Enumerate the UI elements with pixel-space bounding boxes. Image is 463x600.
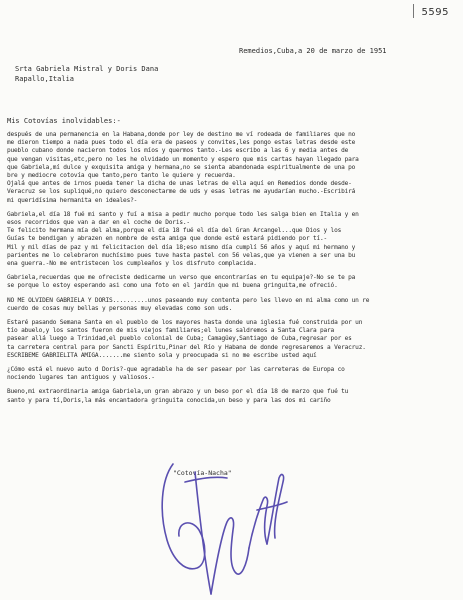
addressee-name: Srta Gabriela Mistral y Doris Dana xyxy=(15,65,159,73)
body-line: Te felicito hermana mía del alma,porque el día 18 fué el día del Gran Arcangel...que Dios y los xyxy=(7,227,342,235)
body-line: Ojalá que antes de irnos pueda tener la dicha de unas letras de ella aquí en Remedios donde desde- xyxy=(7,180,352,188)
body-line: Veracruz se los supliqué,no quiero desconectarme de uds y esas letras me ayudarían mucho.-Escribirá xyxy=(7,188,356,196)
letter-body xyxy=(7,131,459,405)
body-line: ESCRIBEME GABRIELITA AMIGA.......me siento sola y preocupada si no me escribe usted aquí xyxy=(7,351,317,359)
body-line: que Gabriela,mí dulce y exquisita amiga y hermana,no se sienta abandonada espiritualmente de una po xyxy=(7,163,356,171)
body-line: ¿Cómo está el nuevo auto d Doris?-que agradable ha de ser pasear por las carreteras de Europa co xyxy=(7,366,345,374)
closing-signature-typed: "Cotovía-Nacha" xyxy=(173,469,232,477)
body-line: Gabriela,recuerdas que me ofreciste dedicarme un verso que encontrarías en tu equipaje?-No se te pa xyxy=(7,274,356,282)
salutation: Mis Cotovías inolvidables:- xyxy=(7,117,121,125)
body-line: Mil y mil días de paz y mi felicitacion del día 18;eso mismo día cumplí 56 años y aquí mi hermano y xyxy=(7,243,356,251)
body-line: Guías te bendigan y abrazen en nombre de esta amiga que donde esté estará pidiendo por tí.- xyxy=(7,235,328,243)
archive-pencil-mark xyxy=(413,4,417,18)
body-line: Estaré pasando Semana Santa en el pueblo de los mayores hasta donde una iglesia fué construida por un xyxy=(7,319,363,327)
body-line: mi queridísima hermanita en ideales?- xyxy=(7,196,138,204)
addressee-location: Rapallo,Italia xyxy=(15,74,75,83)
body-line: esos recorridos que van a dar en el coche de Doris.- xyxy=(7,219,190,227)
body-line: pasear allá luego a Trinidad,el pueblo colonial de Cuba; Camagüey,Santiago de Cuba,regresar por es xyxy=(7,335,352,343)
archive-number: 5595 xyxy=(421,7,449,18)
body-line: santo y para tí,Doris,la más encantadora gringuita conocida,un beso y para las dos mi cariño xyxy=(7,396,331,404)
date-line: Remedios,Cuba,a 20 de marzo de 1951 xyxy=(239,47,387,55)
body-line: NO ME OLVIDEN GABRIELA Y DORIS..........unos paseando muy contenta pero les llevo en mi alma como un re xyxy=(7,296,370,304)
body-line: que vengan visitas,etc,pero no les he olvidado un momento y espero que mis cartas hayan llegado para xyxy=(7,155,359,163)
addressee-block xyxy=(15,65,158,84)
body-line: después de una permanencia en la Habana,donde por ley de destino me ví rodeada de familiares que no xyxy=(7,131,356,138)
handwritten-signature xyxy=(155,452,295,600)
body-line: parientes me lo celebraron muchísimo pues tuve hasta pastel con 56 velas,que ya vienen a ser una bu xyxy=(7,251,356,259)
body-line: se porque lo estoy esperando asi como una foto en el jardín que mi buena gringuita,me ofreció. xyxy=(7,282,338,290)
body-line: ta carretera central para por Sancti Espíritu,Pinar del Río y Habana de donde regresaremos a Veracruz. xyxy=(7,343,366,351)
body-line: ena guerra.-No me entristecen los cumpleaños y los disfruto complacida. xyxy=(7,260,257,268)
body-line: tío abuelo,y los santos fueron de mis viejos familiares;el lunes saldremos a Santa Clara para xyxy=(7,327,335,335)
body-line: bre y mediocre cotovía que tanto,pero tanto le quiere y recuerda. xyxy=(7,172,236,180)
body-line: Bueno,mi extraordinaria amiga Gabriela,un gran abrazo y un beso por el día 18 de marzo que fué tu xyxy=(7,388,349,396)
body-line: nociendo lugares tan antiguos y valiosos.- xyxy=(7,374,155,382)
body-line: cuerdo de cosas muy bellas y personas muy elevadas como son uds. xyxy=(7,304,233,312)
body-line: me dieron tiempo a nada pues todo el día era de paseos y convites,les pongo estas letras desde este xyxy=(7,139,356,147)
body-line: pueblo cubano donde nacieron todos los míos y quermos tanto.-Les escribo a las 6 y media antes de xyxy=(7,147,349,155)
body-line: Gabriela,el día 18 fué mi santo y fuí a misa a pedir mucho porque todo les salga bien en Italia y en xyxy=(7,210,359,218)
